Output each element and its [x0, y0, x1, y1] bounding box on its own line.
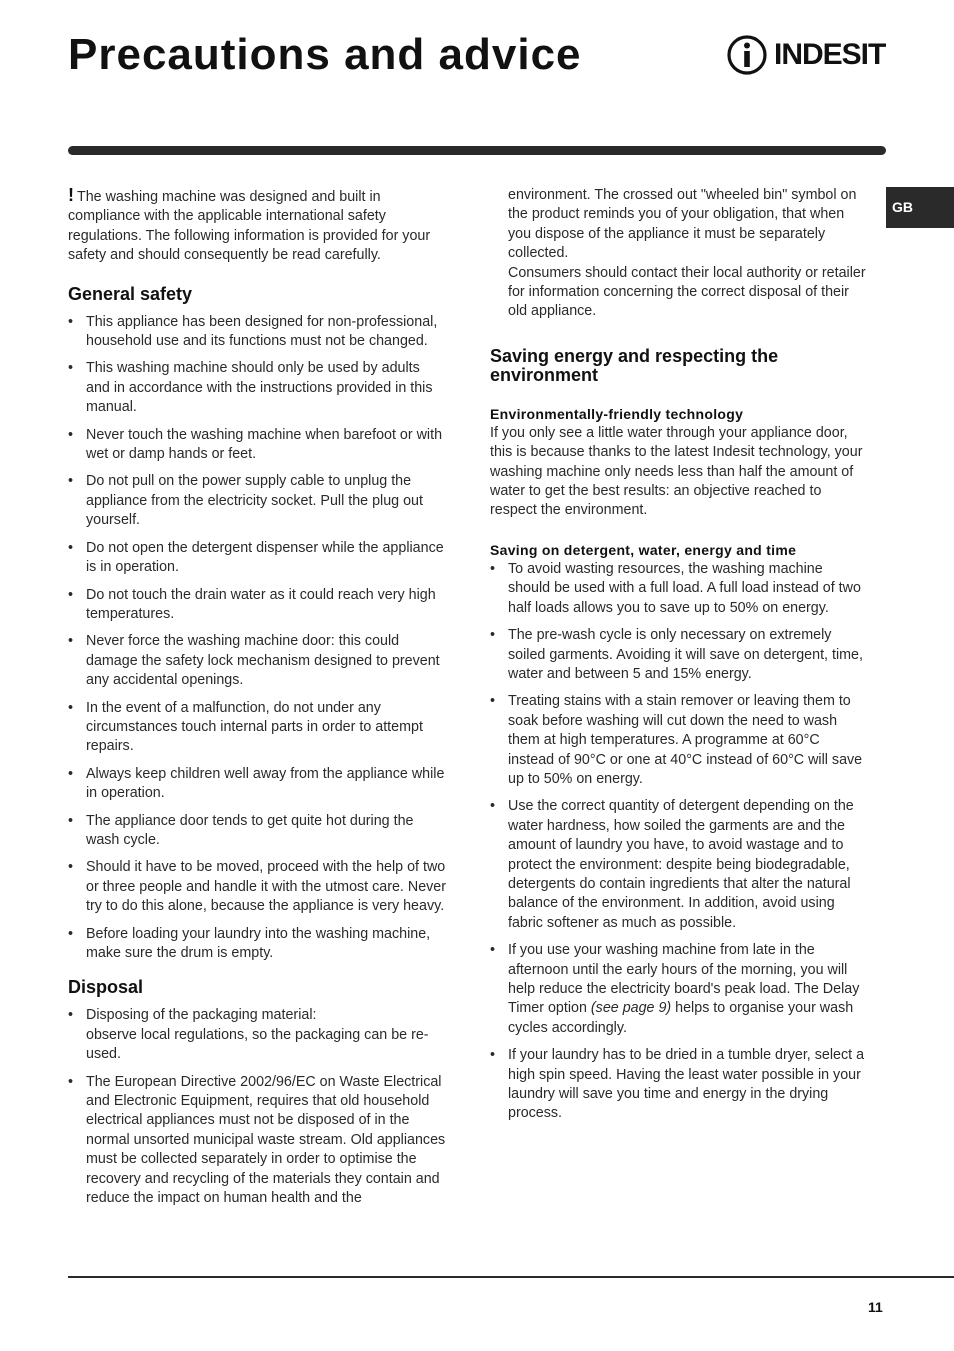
delay-text-post: helps to organise your wash cycles accordingly. [508, 1000, 854, 1036]
warning-mark: ! [68, 185, 74, 205]
list-item: • If your laundry has to be dried in a tumble dryer, select a high spin speed. Having the least water possible in your laundry will save you time and energy in the drying process. [490, 1046, 868, 1124]
disposal-packaging-text: observe local regulations, so the packaging can be re-used. [86, 1026, 429, 1063]
intro-paragraph [68, 186, 446, 266]
list-item: • Treating stains with a stain remover or leaving them to soak before washing will cut down the need to wash them at high temperatures. A programme at 60°C instead of 90°C or one at 40°C instead of 60°C will save up to 50% on energy. [490, 692, 868, 789]
disposal-packaging-line: Disposing of the packaging material: [86, 1007, 317, 1024]
eco-tech-heading: Environmentally-friendly technology [490, 405, 744, 422]
disposal-list [68, 1006, 446, 1208]
eco-tech-text: If you only see a little water through your appliance door, this is because thanks to the latest Indesit technology, your washing machine only needs less than half the amount of water to get the best results: an objective reached to respect the environment. [490, 424, 863, 519]
list-item: • Use the correct quantity of detergent depending on the water hardness, how soiled the garments are and the amount of laundry you have, to avoid wastage and to protect the environment: despite being biodegradable, detergents do contain ingredients that alter the natural balance of the environment. In addition, avoid using fabric softener as much as possible. [490, 797, 868, 933]
list-item: • Do not open the detergent dispenser while the appliance is in operation. [68, 539, 446, 578]
brand-logo [726, 34, 885, 76]
disposal-contact: Consumers should contact their local authority or retailer for information concerning the correct disposal of their old appliance. [508, 264, 866, 320]
list-item: • To avoid wasting resources, the washing machine should be used with a full load. A full load instead of two half loads allows you to save up to 50% on energy. [490, 560, 868, 618]
page-title: Precautions and advice [68, 30, 582, 79]
saving-subheading: Saving on detergent, water, energy and time [490, 541, 797, 558]
list-item: • This appliance has been designed for non-professional, household use and its functions must not be changed. [68, 313, 446, 352]
disposal-heading: Disposal [68, 977, 144, 998]
list-item: • The European Directive 2002/96/EC on Waste Electrical and Electronic Equipment, requires that old household electrical appliances must not be disposed of in the normal unsorted municipal waste stream. Old appliances must be collected separately in order to optimise the recovery and recycling of the materials they contain and reduce the impact on human health and the [68, 1073, 446, 1209]
saving-list [490, 560, 868, 1124]
list-item [490, 941, 868, 1038]
list-item: • Never force the washing machine door: this could damage the safety lock mechanism designed to prevent any accidental openings. [68, 632, 446, 690]
footer-divider [68, 1276, 954, 1278]
list-item: • The appliance door tends to get quite hot during the wash cycle. [68, 812, 446, 851]
page-number: 11 [868, 1299, 883, 1315]
list-item: • Never touch the washing machine when barefoot or with wet or damp hands or feet. [68, 426, 446, 465]
page-reference: (see page 9) [590, 1000, 672, 1017]
list-item [68, 1006, 446, 1064]
list-item: • Always keep children well away from the appliance while in operation. [68, 765, 446, 804]
general-safety-heading: General safety [68, 283, 193, 304]
header-divider [68, 146, 886, 155]
brand-name: INDESIT [774, 38, 886, 71]
intro-text: The washing machine was designed and built in compliance with the applicable international safety regulations. The following information is provided for your safety and should consequently be read carefully. [68, 189, 431, 264]
list-item: • The pre-wash cycle is only necessary on extremely soiled garments. Avoiding it will save on detergent, time, water and between 5 and 15% energy. [490, 626, 868, 684]
list-item: • Should it have to be moved, proceed with the help of two or three people and handle it with the utmost care. Never try to do this alone, because the appliance is very heavy. [68, 858, 446, 916]
list-item: • Do not pull on the power supply cable to unplug the appliance from the electricity socket. Pull the plug out yourself. [68, 472, 446, 530]
list-item: • Before loading your laundry into the washing machine, make sure the drum is empty. [68, 925, 446, 964]
language-tab: GB [886, 187, 954, 228]
list-item: • In the event of a malfunction, do not under any circumstances touch internal parts in order to attempt repairs. [68, 699, 446, 757]
right-column [490, 186, 868, 1132]
delay-text-pre: If you use your washing machine from late in the afternoon until the early hours of the morning, you will help reduce the electricity board's peak load. The Delay Timer option [508, 942, 860, 1017]
info-i-logo-icon [726, 34, 768, 76]
list-item: • This washing machine should only be used by adults and in accordance with the instructions provided in this manual. [68, 359, 446, 417]
list-item: • Do not touch the drain water as it could reach very high temperatures. [68, 586, 446, 625]
disposal-continued: environment. The crossed out "wheeled bin" symbol on the product reminds you of your obligation, that when you dispose of the appliance it must be separately collected. [508, 187, 857, 262]
general-safety-list [68, 313, 446, 964]
saving-heading: Saving energy and respecting the environment [490, 345, 779, 385]
left-column [68, 186, 446, 1216]
